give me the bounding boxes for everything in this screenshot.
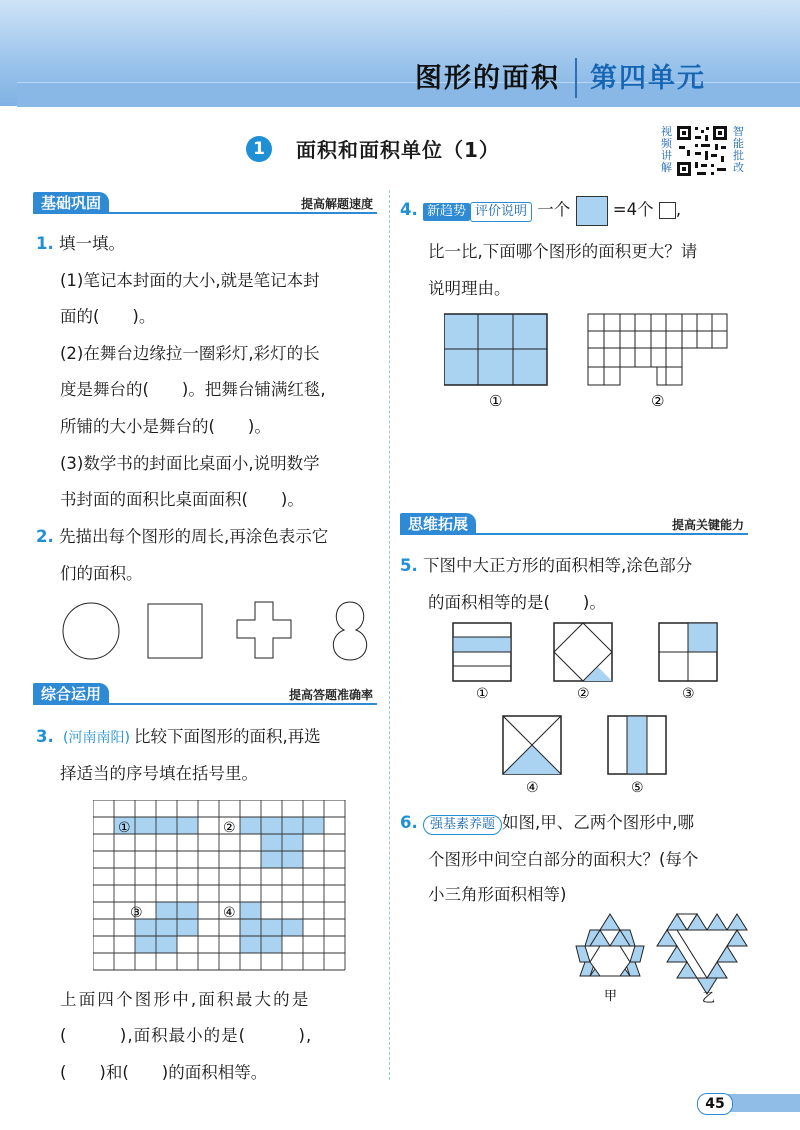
section-basic-note: 提高解题速度	[300, 197, 373, 211]
q1-part2-line1: (2)在舞台边缘拉一圈彩灯,彩灯的长	[60, 344, 320, 363]
q5-label-1: ①	[476, 686, 489, 702]
q3-line1: 3. (河南南阳) 比较下面图形的面积,再选	[36, 727, 321, 746]
big-square-unit	[576, 196, 608, 226]
qr-left-label: 视频讲解	[661, 125, 672, 174]
q3-answer-line1: 上面四个图形中,面积最大的是	[60, 990, 311, 1009]
square-shape	[148, 604, 202, 658]
q5-label-5: ⑤	[631, 780, 644, 796]
section-think-note: 提高关键能力	[671, 518, 744, 532]
q4-line2: 比一比,下面哪个图形的面积更大？请	[428, 242, 698, 261]
q3-answer-line2: ( ),面积最小的是( ),	[60, 1026, 313, 1045]
cross-shape	[237, 602, 291, 658]
q1-part2-line2: 度是舞台的( )。把舞台铺满红毯,	[60, 380, 326, 399]
chapter-title: 图形的面积	[415, 63, 560, 94]
q5-line1: 5. 下图中大正方形的面积相等,涂色部分	[400, 556, 693, 575]
q4-label-1: ①	[489, 392, 503, 410]
q5-label-4: ④	[526, 780, 539, 796]
q5-figures	[450, 620, 730, 800]
q3-label-1: ①	[118, 820, 131, 836]
qr-code-icon[interactable]	[675, 124, 729, 178]
page-strip	[728, 1094, 800, 1112]
q3-label-2: ②	[223, 820, 236, 836]
q6-label-jia: 甲	[604, 989, 618, 1004]
gourd-shape	[333, 602, 366, 660]
section-think	[400, 513, 748, 535]
column-divider	[389, 190, 390, 1080]
title-divider	[575, 58, 577, 98]
section-think-label: 思维拓展	[400, 513, 476, 535]
q6-line3: 小三角形面积相等)	[428, 885, 567, 904]
q3-line2: 择适当的序号填在括号里。	[60, 764, 258, 783]
q2-line1: 2. 先描出每个图形的周长,再涂色表示它	[36, 527, 329, 546]
q5-label-3: ③	[682, 686, 695, 702]
q3-answer-line3: ( )和( )的面积相等。	[60, 1063, 268, 1082]
q3-label-3: ③	[130, 905, 143, 921]
q4-line1: 4. 新趋势 评价说明 一个 =4个 ,	[400, 192, 681, 228]
section-apply	[33, 683, 377, 705]
q1-part2-line3: 所铺的大小是舞台的( )。	[60, 417, 271, 436]
q4-label-2: ②	[651, 392, 665, 410]
q1-part1-line2: 面的( )。	[60, 307, 156, 326]
circle-shape	[63, 603, 119, 659]
q1-part3-line1: (3)数学书的封面比桌面小,说明数学	[60, 454, 320, 473]
q2-line2: 们的面积。	[60, 564, 143, 583]
section-apply-label: 综合运用	[33, 683, 109, 705]
q4-figures	[444, 310, 744, 410]
q6-label-yi: 乙	[702, 991, 716, 1004]
page-number: 45	[697, 1093, 733, 1115]
q5-label-2: ②	[577, 686, 590, 702]
small-square-unit	[659, 202, 676, 219]
q3-grid-figure	[93, 800, 347, 972]
q6-line2: 个图形中间空白部分的面积大？(每个	[428, 850, 699, 869]
unit-title: 第四单元	[590, 63, 706, 94]
q6-figures	[574, 912, 749, 1004]
section-basic-label: 基础巩固	[33, 192, 109, 214]
q3-label-4: ④	[223, 905, 236, 921]
section-apply-note: 提高答题准确率	[288, 688, 373, 702]
q2-shapes	[60, 596, 380, 666]
q1-title: 1. 填一填。	[36, 234, 125, 253]
qr-right-label: 智能批改	[733, 125, 744, 174]
lesson-title: 面积和面积单位（1）	[296, 138, 500, 162]
q4-line3: 说明理由。	[428, 279, 511, 298]
q5-line2: 的面积相等的是( )。	[428, 593, 606, 612]
lesson-number-badge: 1	[246, 136, 272, 162]
q6-line1: 6. 强基素养题 如图,甲、乙两个图形中,哪	[400, 805, 694, 841]
section-basic	[33, 192, 377, 214]
q1-part1-line1: (1)笔记本封面的大小,就是笔记本封	[60, 271, 320, 290]
q1-part3-line2: 书封面的面积比桌面面积( )。	[60, 490, 304, 509]
